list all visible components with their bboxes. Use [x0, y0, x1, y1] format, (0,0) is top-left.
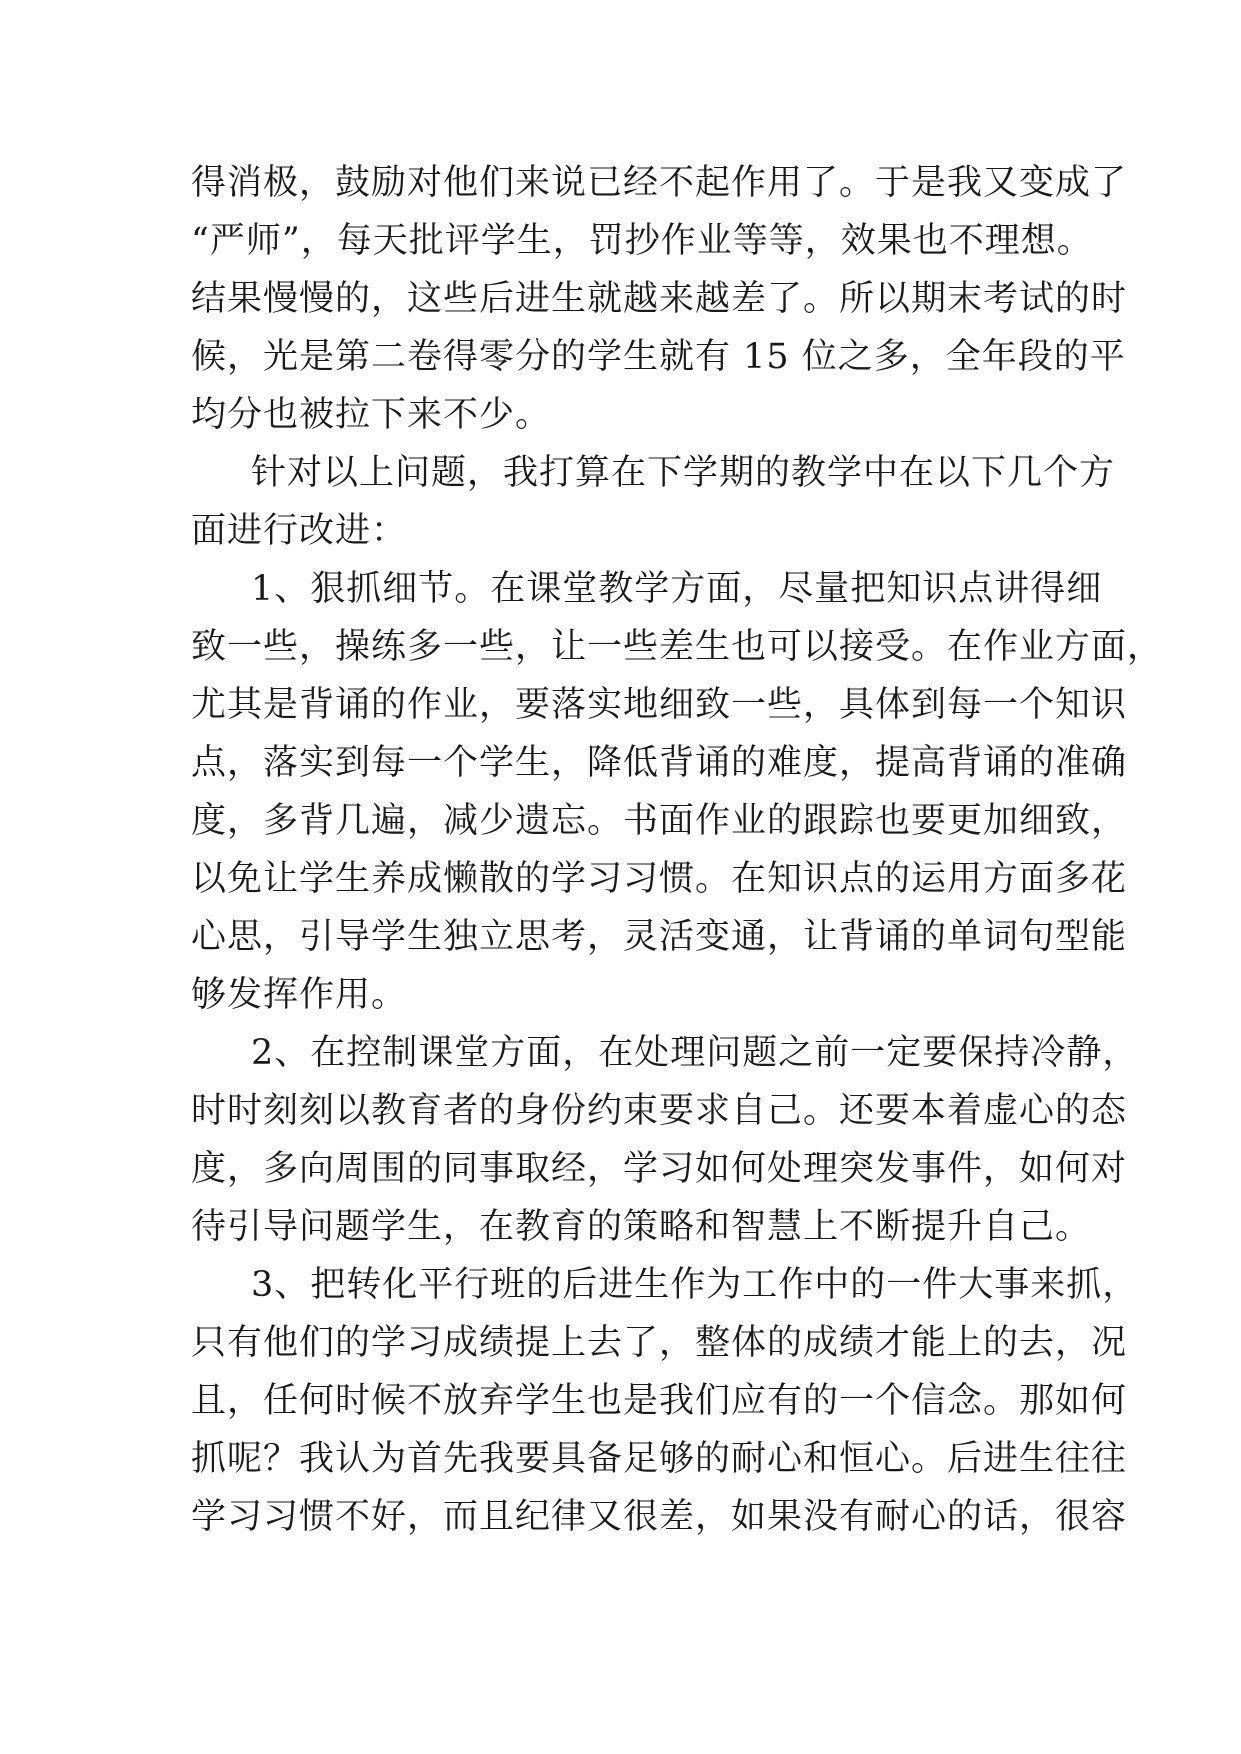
text-line: 以免让学生养成懒散的学习习惯。在知识点的运用方面多花 [191, 859, 1128, 899]
body-text [191, 154, 1164, 1546]
text-line: 抓呢？我认为首先我要具备足够的耐心和恒心。后进生往往 [191, 1439, 1128, 1479]
paragraph-first-line: 1、狠抓细节。在课堂教学方面，尽量把知识点讲得细 [251, 569, 1103, 609]
text-line: 尤其是背诵的作业，要落实地细致一些，具体到每一个知识 [191, 685, 1128, 725]
text-line: 候，光是第二卷得零分的学生就有 15 位之多，全年段的平 [191, 337, 1126, 377]
text-line: 结果慢慢的，这些后进生就越来越差了。所以期末考试的时 [191, 279, 1128, 319]
text-line: 且，任何时候不放弃学生也是我们应有的一个信念。那如何 [191, 1381, 1128, 1421]
paragraph-first-line: 3、把转化平行班的后进生作为工作中的一件大事来抓， [251, 1265, 1139, 1305]
text-line: 面进行改进： [191, 511, 408, 551]
text-line: 学习习惯不好，而且纪律又很差，如果没有耐心的话，很容 [191, 1497, 1128, 1537]
paragraph-first-line: 2、在控制课堂方面，在处理问题之前一定要保持冷静， [251, 1033, 1139, 1073]
text-line: 只有他们的学习成绩提上去了，整体的成绩才能上的去，况 [191, 1323, 1128, 1363]
text-line: 得消极，鼓励对他们来说已经不起作用了。于是我又变成了 [191, 163, 1128, 203]
text-line: 度，多背几遍，减少遗忘。书面作业的跟踪也要更加细致， [191, 801, 1128, 841]
text-line: 度，多向周围的同事取经，学习如何处理突发事件，如何对 [191, 1149, 1128, 1189]
text-line: 心思，引导学生独立思考，灵活变通，让背诵的单词句型能 [191, 917, 1128, 957]
paragraph-first-line: 针对以上问题，我打算在下学期的教学中在以下几个方 [251, 453, 1116, 493]
text-line: 点，落实到每一个学生，降低背诵的难度，提高背诵的准确 [191, 743, 1128, 783]
text-line: “严师”，每天批评学生，罚抄作业等等，效果也不理想。 [191, 221, 1093, 261]
text-line: 待引导问题学生，在教育的策略和智慧上不断提升自己。 [191, 1207, 1092, 1247]
text-line: 均分也被拉下来不少。 [191, 395, 552, 435]
text-line: 时时刻刻以教育者的身份约束要求自己。还要本着虚心的态 [191, 1091, 1128, 1131]
text-line: 够发挥作用。 [191, 975, 408, 1015]
text-line: 致一些，操练多一些，让一些差生也可以接受。在作业方面， [191, 627, 1164, 667]
